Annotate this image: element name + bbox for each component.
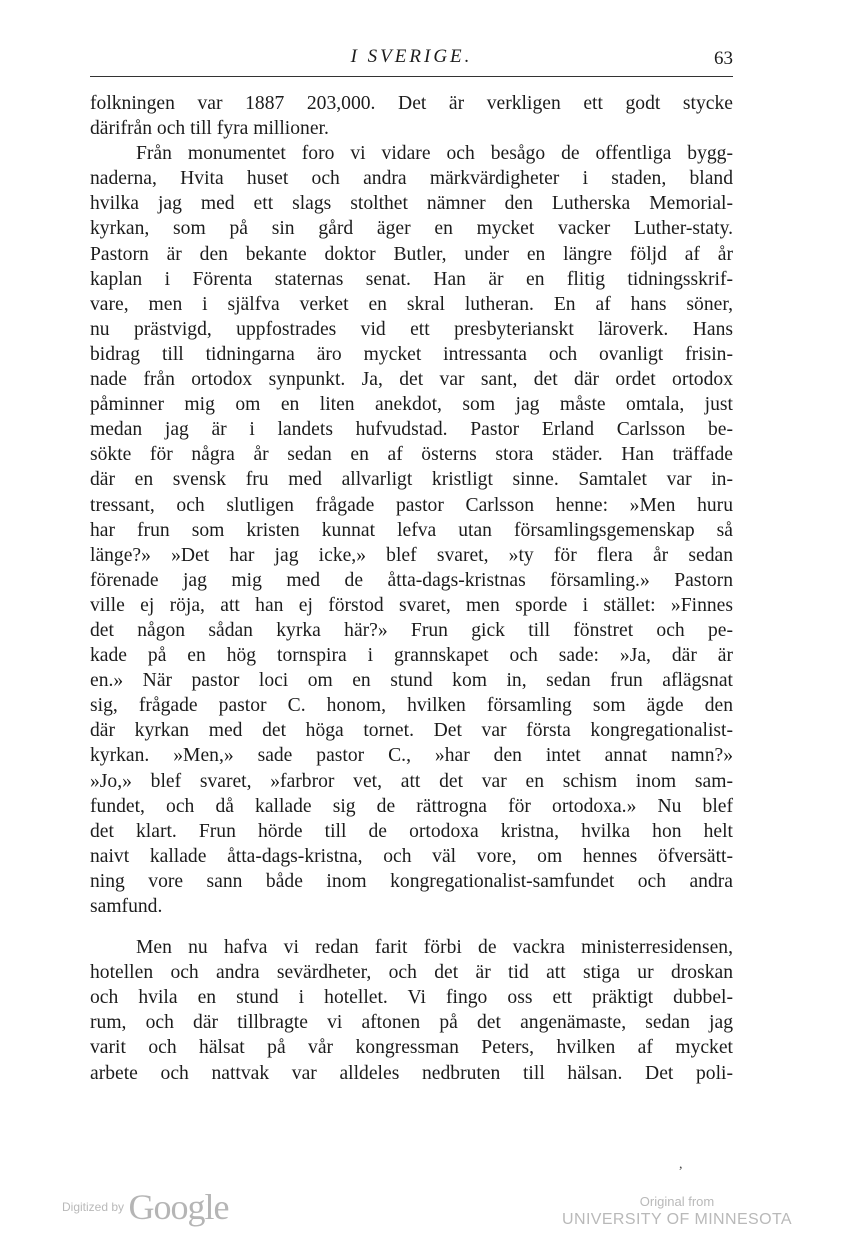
- digitized-by-label: Digitized by: [62, 1200, 125, 1214]
- text-line: ville ej röja, att han ej förstod svaret, men sporde i stället: »Finnes: [90, 594, 733, 616]
- text-line: bidrag till tidningarna äro mycket intressanta och ovanligt frisin-: [90, 343, 733, 365]
- text-line: sökte för några år sedan en af österns stora städer. Han träffade: [90, 444, 733, 466]
- text-line: tressant, och slutligen frågade pastor Carlsson henne: »Men huru: [90, 494, 733, 516]
- text-line: »Jo,» blef svaret, »farbror vet, att det var en schism inom sam-: [90, 770, 733, 792]
- paragraph-gap: [90, 919, 733, 935]
- stray-mark: ,: [679, 1157, 683, 1172]
- text-line: Från monumentet foro vi vidare och besågo de offentliga bygg-: [136, 143, 733, 165]
- paragraph: [90, 91, 733, 141]
- header-rule: [90, 76, 733, 77]
- text-line: vare, men i själfva verket en skral lutheran. En af hans söner,: [90, 293, 733, 315]
- text-line: påminner mig om en liten anekdot, som jag måste omtala, just: [90, 394, 733, 416]
- text-line: hvilka jag med ett slags stolthet nämner den Lutherska Memorial-: [90, 193, 733, 215]
- digitized-by-watermark: [62, 1186, 228, 1228]
- text-line: arbete och nattvak var alldeles nedbruten till hälsan. Det poli-: [90, 1062, 733, 1084]
- text-line: folkningen var 1887 203,000. Det är verkligen ett godt stycke: [90, 93, 733, 114]
- original-from-label: Original from: [639, 1194, 715, 1209]
- source-watermark: [562, 1194, 792, 1230]
- text-line: kaplan i Förenta staternas senat. Han är en flitig tidningsskrif-: [90, 268, 733, 290]
- text-line: nu prästvigd, uppfostrades vid ett presbyterianskt läroverk. Hans: [90, 318, 733, 340]
- text-line: därifrån och till fyra millioner.: [90, 118, 329, 140]
- text-line: kyrkan. »Men,» sade pastor C., »har den intet annat namn?»: [90, 745, 733, 767]
- text-line: naderna, Hvita huset och andra märkvärdigheter i staden, bland: [90, 168, 733, 190]
- text-line: det klart. Frun hörde till de ortodoxa kristna, hvilka hon helt: [90, 820, 733, 842]
- text-line: sig, frågade pastor C. honom, hvilken församling som ägde den: [90, 695, 733, 717]
- text-line: förenade jag mig med de åtta-dags-kristnas församling.» Pastorn: [90, 569, 733, 591]
- university-label: UNIVERSITY OF MINNESOTA: [562, 1211, 792, 1228]
- text-line: nade från ortodox synpunkt. Ja, det var sant, det där ordet ortodox: [90, 369, 733, 391]
- body-text: [90, 91, 733, 1086]
- text-line: naivt kallade åtta-dags-kristna, och väl vore, om hennes öfversätt-: [90, 845, 733, 867]
- text-line: ning vore sann både inom kongregationalist-samfundet och andra: [90, 870, 733, 892]
- text-line: fundet, och då kallade sig de rättrogna för ortodoxa.» Nu blef: [90, 795, 733, 817]
- google-logo: Google: [128, 1187, 229, 1227]
- running-title: I SVERIGE.: [350, 46, 473, 67]
- text-line: kyrkan, som på sin gård äger en mycket vacker Luther-staty.: [90, 218, 733, 240]
- page-number: 63: [714, 48, 733, 69]
- text-line: Pastorn är den bekante doktor Butler, under en längre följd af år: [90, 243, 733, 265]
- paragraph: [90, 935, 733, 1086]
- text-line: kade på en hög tornspira i grannskapet och sade: »Ja, där är: [90, 645, 733, 667]
- text-line: samfund.: [90, 896, 163, 917]
- text-line: en.» När pastor loci om en stund kom in, sedan frun aflägsnat: [90, 670, 733, 692]
- text-line: där kyrkan med det höga tornet. Det var första kongregationalist-: [90, 720, 733, 742]
- text-line: där en svensk fru med allvarligt kristligt sinne. Samtalet var in-: [90, 469, 733, 491]
- text-line: länge?» »Det har jag icke,» blef svaret, »ty för flera år sedan: [90, 544, 733, 566]
- text-line: har frun som kristen kunnat lefva utan församlingsgemenskap så: [90, 519, 733, 541]
- text-line: medan jag är i landets hufvudstad. Pastor Erland Carlsson be-: [90, 419, 733, 441]
- text-line: och hvila en stund i hotellet. Vi fingo oss ett präktigt dubbel-: [90, 987, 733, 1009]
- text-line: det någon sådan kyrka här?» Frun gick till fönstret och pe-: [90, 619, 733, 641]
- paragraph: [90, 141, 733, 919]
- page-header: [90, 46, 733, 74]
- text-line: Men nu hafva vi redan farit förbi de vackra ministerresidensen,: [136, 937, 733, 959]
- text-line: hotellen och andra sevärdheter, och det är tid att stiga ur droskan: [90, 962, 733, 984]
- text-line: rum, och där tillbragte vi aftonen på det angenämaste, sedan jag: [90, 1012, 733, 1034]
- text-line: varit och hälsat på vår kongressman Peters, hvilken af mycket: [90, 1037, 733, 1059]
